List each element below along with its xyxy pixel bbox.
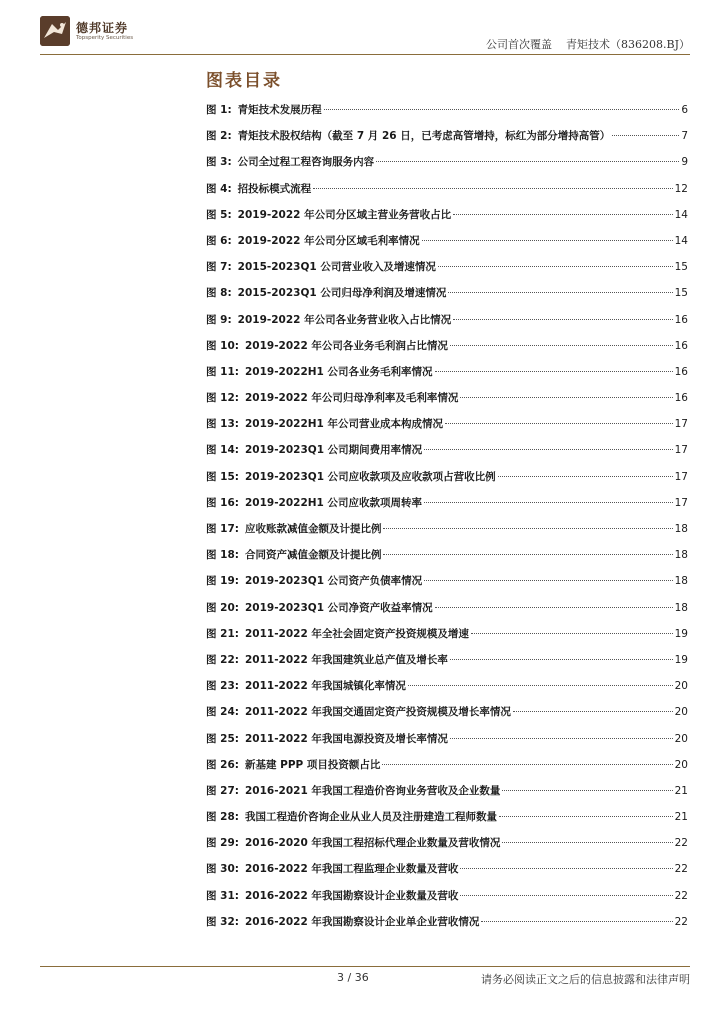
figure-title: 2019-2022 年公司归母净利率及毛利率情况: [244, 392, 459, 405]
toc-entry-label: [206, 626, 469, 641]
page-number: 3 / 36: [337, 971, 369, 984]
toc-entry[interactable]: [206, 835, 688, 861]
figure-number: 图 14:: [206, 444, 239, 457]
dot-leader: [612, 135, 679, 136]
toc-entry[interactable]: [206, 861, 688, 887]
figure-number: 图 30:: [206, 863, 239, 876]
toc-page-number: 20: [674, 732, 688, 745]
figure-title: 2019-2023Q1 公司期间费用率情况: [244, 444, 423, 457]
figure-number: 图 28:: [206, 811, 239, 824]
toc-entry[interactable]: [206, 704, 688, 730]
figure-number: 图 10:: [206, 339, 239, 352]
figure-number: 图 22:: [206, 653, 239, 666]
figure-number: 图 32:: [206, 915, 239, 928]
toc-entry[interactable]: [206, 154, 688, 180]
dot-leader: [450, 659, 673, 660]
toc-page-number: 22: [674, 837, 688, 850]
figure-title: 2015-2023Q1 公司营业收入及增速情况: [237, 261, 436, 274]
figure-title: 2011-2022 年我国城镇化率情况: [244, 680, 406, 693]
toc-entry[interactable]: [206, 390, 688, 416]
toc-entry-label: [206, 181, 311, 196]
toc-page-number: 20: [674, 706, 688, 719]
toc-page-number: 18: [674, 523, 688, 535]
toc-page-number: 9: [681, 156, 688, 169]
dot-leader: [513, 711, 673, 712]
toc-page-number: 20: [674, 680, 688, 693]
toc-entry-label: [206, 783, 500, 798]
toc-entry[interactable]: [206, 338, 688, 364]
toc-page-number: 18: [674, 601, 688, 614]
figure-number: 图 17:: [206, 523, 239, 535]
toc-page-number: 20: [674, 758, 688, 771]
toc-page-number: 21: [674, 784, 688, 797]
figure-number: 图 8:: [206, 287, 232, 300]
figure-title: 合同资产减值金额及计提比例: [244, 549, 382, 562]
toc-entry-label: [206, 285, 446, 300]
dot-leader: [460, 868, 672, 869]
toc-entry[interactable]: [206, 128, 688, 154]
toc-page-number: 14: [674, 234, 688, 247]
figure-number: 图 13:: [206, 418, 239, 431]
toc-page-number: 7: [681, 130, 688, 143]
figure-number: 图 26:: [206, 758, 239, 771]
figure-title: 2016-2022 年我国工程监理企业数量及营收: [244, 863, 459, 876]
toc-page-number: 17: [674, 470, 688, 483]
dot-leader: [502, 842, 672, 843]
figure-number: 图 1:: [206, 104, 232, 116]
figure-number: 图 23:: [206, 680, 239, 693]
figure-title: 2019-2022H1 公司各业务毛利率情况: [244, 365, 433, 378]
toc-entry-label: [206, 914, 479, 929]
logo-name-en: Topsperity Securities: [76, 35, 134, 41]
figure-number: 图 27:: [206, 784, 239, 797]
toc-entry-label: [206, 128, 610, 143]
toc-page-number: 16: [674, 392, 688, 405]
dot-leader: [502, 790, 672, 791]
figure-number: 图 11:: [206, 365, 239, 378]
dot-leader: [445, 423, 673, 424]
toc-page-number: 22: [674, 863, 688, 876]
toc-page-number: 16: [674, 365, 688, 378]
figure-title: 2019-2023Q1 公司资产负债率情况: [244, 575, 423, 588]
figure-title: 应收账款减值金额及计提比例: [244, 523, 382, 535]
toc-entry-label: [206, 364, 433, 379]
toc-entry[interactable]: [206, 207, 688, 233]
dot-leader: [313, 188, 672, 189]
dot-leader: [424, 580, 672, 581]
dot-leader: [453, 319, 672, 320]
toc-page-number: 16: [674, 339, 688, 352]
dot-leader: [408, 685, 673, 686]
dot-leader: [471, 633, 673, 634]
figure-title: 2016-2021 年我国工程造价咨询业务营收及企业数量: [244, 784, 501, 797]
toc-entry[interactable]: [206, 888, 688, 914]
toc-entry[interactable]: [206, 181, 688, 207]
figure-title: 2019-2022 年公司分区域主营业务营收占比: [237, 208, 452, 221]
figure-title: 2019-2023Q1 公司净资产收益率情况: [244, 601, 433, 614]
company-logo: [40, 16, 180, 46]
figure-number: 图 6:: [206, 234, 232, 247]
toc-entry[interactable]: [206, 914, 688, 940]
toc-page-number: 22: [674, 915, 688, 928]
figure-title: 2016-2020 年我国工程招标代理企业数量及营收情况: [244, 837, 501, 850]
toc-entry[interactable]: [206, 573, 688, 599]
page-footer: [40, 966, 690, 997]
figure-number: 图 7:: [206, 261, 232, 274]
header-meta: [486, 36, 690, 52]
figure-title: 2019-2022 年公司分区域毛利率情况: [237, 234, 420, 247]
dot-leader: [450, 345, 673, 346]
toc-page-number: 6: [681, 104, 688, 116]
toc-entry-label: [206, 731, 448, 746]
dot-leader: [435, 607, 673, 608]
dot-leader: [481, 921, 672, 922]
toc-entry[interactable]: [206, 783, 688, 809]
figure-number: 图 9:: [206, 313, 232, 326]
toc-title: 图表目录: [206, 71, 282, 91]
figure-number: 图 29:: [206, 837, 239, 850]
toc-entry-label: [206, 835, 500, 850]
figure-number: 图 15:: [206, 470, 239, 483]
figure-title: 2011-2022 年全社会固定资产投资规模及增速: [244, 627, 469, 640]
toc-entry-label: [206, 704, 511, 719]
toc-entry-label: [206, 154, 374, 169]
toc-entry-label: [206, 888, 458, 903]
toc-entry-label: [206, 338, 448, 353]
toc-entry[interactable]: [206, 469, 688, 495]
toc-entry-label: [206, 102, 322, 117]
toc-entry[interactable]: [206, 547, 688, 573]
toc-entry[interactable]: [206, 233, 688, 259]
figure-number: 图 18:: [206, 549, 239, 562]
toc-page-number: 22: [674, 889, 688, 902]
toc-entry-label: [206, 312, 451, 327]
dot-leader: [422, 240, 673, 241]
logo-name-cn: 德邦证券: [76, 21, 129, 35]
toc-list: [206, 102, 688, 940]
toc-entry-label: [206, 233, 420, 248]
toc-page-number: 15: [674, 287, 688, 300]
figure-number: 图 4:: [206, 182, 232, 195]
toc-page-number: 17: [674, 444, 688, 457]
figure-title: 2016-2022 年我国勘察设计企业单企业营收情况: [244, 915, 480, 928]
figure-title: 青矩技术发展历程: [237, 104, 322, 116]
toc-entry[interactable]: [206, 731, 688, 757]
figure-title: 2019-2023Q1 公司应收款项及应收款项占营收比例: [244, 470, 496, 483]
toc-entry[interactable]: [206, 600, 688, 626]
legal-disclaimer: 请务必阅读正文之后的信息披露和法律声明: [481, 973, 690, 986]
figure-title: 2019-2022 年公司各业务营业收入占比情况: [237, 313, 452, 326]
toc-page-number: 21: [674, 811, 688, 824]
figure-number: 图 3:: [206, 156, 232, 169]
toc-page-number: 16: [674, 313, 688, 326]
figure-number: 图 25:: [206, 732, 239, 745]
toc-entry-label: [206, 547, 381, 562]
dot-leader: [382, 764, 672, 765]
toc-entry-label: [206, 757, 380, 772]
toc-entry-label: [206, 390, 458, 405]
dot-leader: [498, 476, 673, 477]
toc-entry[interactable]: [206, 678, 688, 704]
toc-entry-label: [206, 861, 458, 876]
toc-entry[interactable]: [206, 416, 688, 442]
dot-leader: [424, 502, 673, 503]
toc-entry[interactable]: [206, 652, 688, 678]
figure-title: 2016-2022 年我国勘察设计企业数量及营收: [244, 889, 459, 902]
company-name: 青矩技术（836208.BJ）: [566, 38, 690, 51]
doc-type: 公司首次覆盖: [486, 38, 553, 51]
toc-page-number: 18: [674, 575, 688, 588]
logo-icon: [40, 16, 70, 46]
toc-entry-label: [206, 207, 451, 222]
toc-page-number: 14: [674, 208, 688, 221]
toc-entry-label: [206, 416, 443, 431]
toc-entry-label: [206, 678, 406, 693]
figure-title: 2011-2022 年我国交通固定资产投资规模及增长率情况: [244, 706, 511, 719]
figure-number: 图 5:: [206, 208, 232, 221]
figure-title: 我国工程造价咨询企业从业人员及注册建造工程师数量: [244, 811, 497, 824]
toc-entry-label: [206, 652, 448, 667]
toc-page-number: 19: [674, 653, 688, 666]
figure-title: 2019-2022H1 年公司营业成本构成情况: [244, 418, 444, 431]
toc-page-number: 17: [674, 496, 688, 509]
dot-leader: [435, 371, 673, 372]
dot-leader: [499, 816, 673, 817]
figure-title: 2011-2022 年我国建筑业总产值及增长率: [244, 653, 448, 666]
figure-title: 2015-2023Q1 公司归母净利润及增速情况: [237, 287, 447, 300]
toc-entry-label: [206, 442, 422, 457]
dot-leader: [383, 554, 672, 555]
toc-entry[interactable]: [206, 285, 688, 311]
dot-leader: [453, 214, 672, 215]
toc-entry[interactable]: [206, 495, 688, 521]
figure-title: 新基建 PPP 项目投资额占比: [244, 758, 381, 771]
toc-entry-label: [206, 469, 496, 484]
toc-entry[interactable]: [206, 259, 688, 285]
dot-leader: [376, 161, 679, 162]
figure-number: 图 12:: [206, 392, 239, 405]
figure-title: 招投标模式流程: [237, 182, 312, 195]
dot-leader: [324, 109, 680, 110]
figure-number: 图 19:: [206, 575, 239, 588]
figure-title: 2019-2022H1 公司应收款项周转率: [244, 496, 423, 509]
toc-entry[interactable]: [206, 757, 688, 783]
figure-number: 图 20:: [206, 601, 239, 614]
toc-page-number: 19: [674, 627, 688, 640]
toc-page-number: 15: [674, 261, 688, 274]
dot-leader: [460, 397, 672, 398]
dot-leader: [438, 266, 673, 267]
toc-page-number: 18: [674, 549, 688, 562]
figure-title: 公司全过程工程咨询服务内容: [237, 156, 375, 169]
toc-entry-label: [206, 573, 422, 588]
toc-entry-label: [206, 600, 433, 615]
toc-page-number: 12: [674, 182, 688, 195]
dot-leader: [383, 528, 672, 529]
figure-title: 2019-2022 年公司各业务毛利润占比情况: [244, 339, 448, 352]
figure-title: 2011-2022 年我国电源投资及增长率情况: [244, 732, 448, 745]
figure-title: 青矩技术股权结构（截至 7 月 26 日，已考虑高管增持，标红为部分增持高管）: [237, 130, 611, 143]
toc-page-number: 17: [674, 418, 688, 431]
toc-entry[interactable]: [206, 364, 688, 390]
dot-leader: [450, 738, 673, 739]
toc-entry[interactable]: [206, 312, 688, 338]
toc-entry-label: [206, 521, 381, 536]
page-header: [40, 14, 690, 55]
toc-entry[interactable]: [206, 809, 688, 835]
dot-leader: [460, 895, 672, 896]
toc-entry[interactable]: [206, 102, 688, 128]
toc-entry[interactable]: [206, 442, 688, 468]
toc-entry[interactable]: [206, 626, 688, 652]
figure-number: 图 2:: [206, 130, 232, 143]
toc-entry[interactable]: [206, 521, 688, 547]
figure-number: 图 21:: [206, 627, 239, 640]
toc-entry-label: [206, 495, 422, 510]
figure-number: 图 24:: [206, 706, 239, 719]
figure-number: 图 16:: [206, 496, 239, 509]
figure-number: 图 31:: [206, 889, 239, 902]
dot-leader: [424, 449, 672, 450]
dot-leader: [448, 292, 672, 293]
toc-entry-label: [206, 809, 497, 824]
toc-entry-label: [206, 259, 436, 274]
